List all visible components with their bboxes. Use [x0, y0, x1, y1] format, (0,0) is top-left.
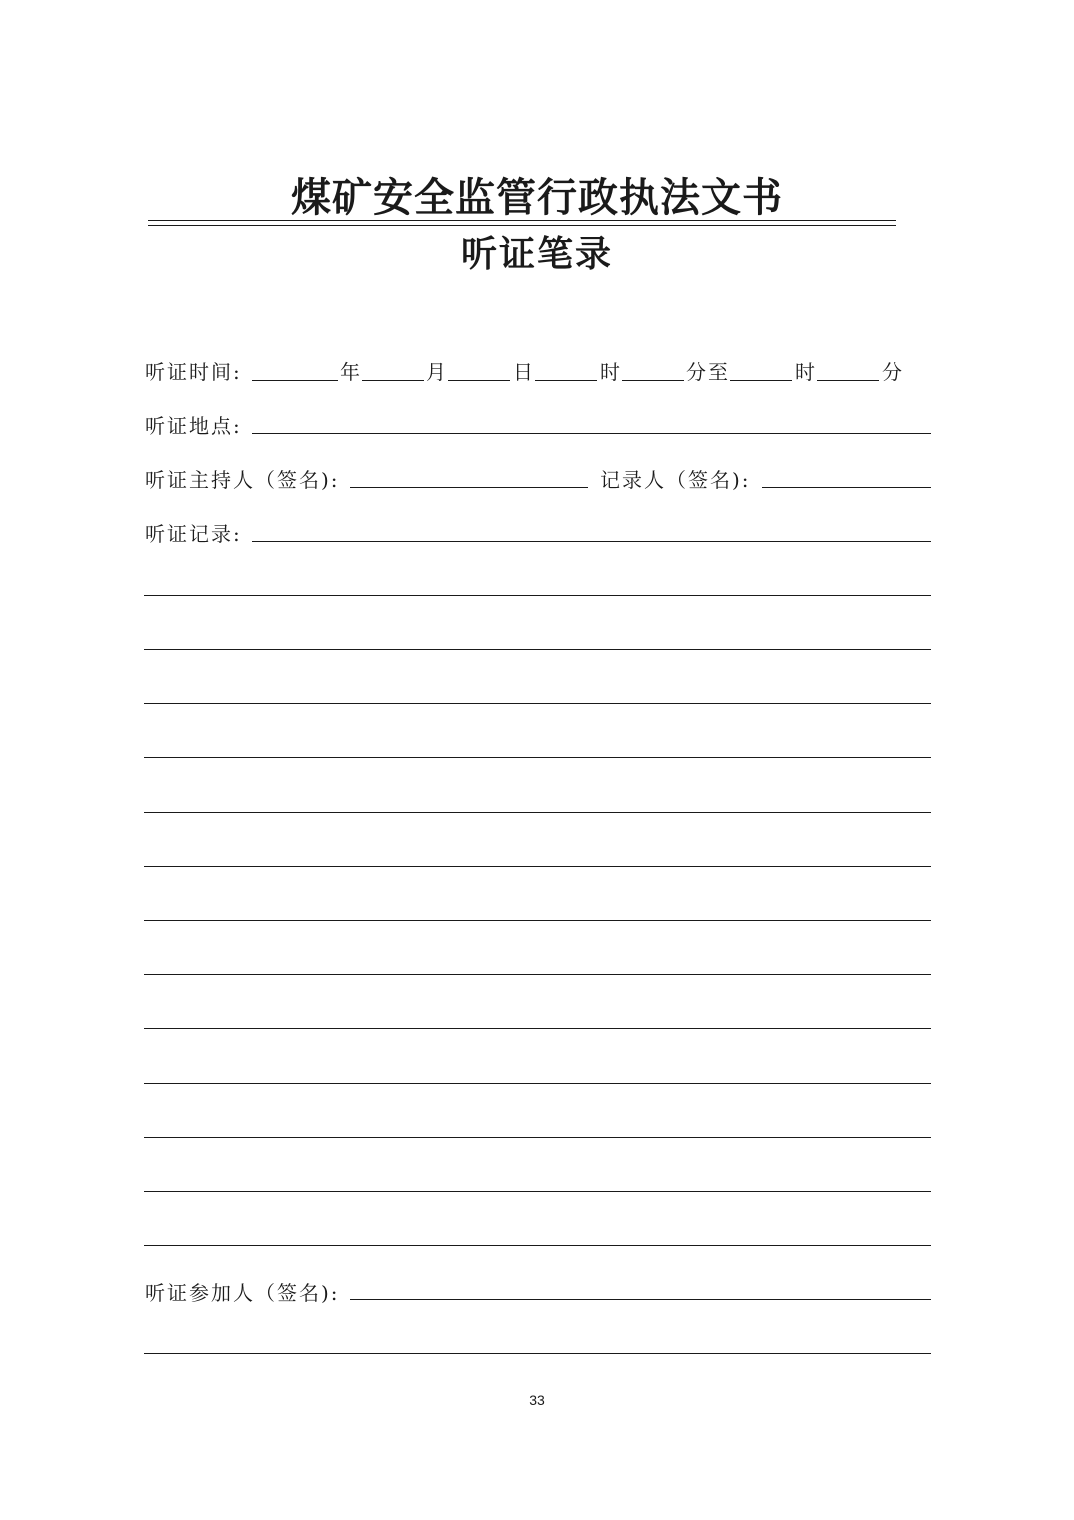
record-line[interactable] — [144, 1083, 931, 1084]
day-label: 日 — [513, 360, 535, 384]
year-label: 年 — [340, 360, 362, 384]
start-minute-field[interactable] — [622, 380, 684, 381]
record-line[interactable] — [144, 1245, 931, 1246]
record-line[interactable] — [144, 1028, 931, 1029]
participants-signature-field[interactable] — [350, 1299, 931, 1300]
end-minute-field[interactable] — [817, 380, 879, 381]
recorder-signature-label: 记录人（签名): — [600, 468, 751, 492]
record-line[interactable] — [144, 1137, 931, 1138]
start-hour-label: 时 — [600, 360, 622, 384]
year-field[interactable] — [252, 380, 338, 381]
title-double-rule-top — [148, 220, 896, 221]
hearing-location-label: 听证地点: — [145, 414, 242, 438]
record-line[interactable] — [144, 974, 931, 975]
record-line[interactable] — [144, 703, 931, 704]
document-subtitle: 听证笔录 — [460, 234, 613, 275]
start-minute-to-label: 分至 — [686, 360, 730, 384]
month-label: 月 — [426, 360, 448, 384]
participants-signature-label: 听证参加人（签名): — [145, 1281, 340, 1305]
hearing-record-label: 听证记录: — [145, 522, 242, 546]
end-hour-field[interactable] — [730, 380, 792, 381]
start-hour-field[interactable] — [535, 380, 597, 381]
record-line[interactable] — [144, 920, 931, 921]
hearing-time-label: 听证时间: — [145, 360, 242, 384]
host-signature-field[interactable] — [350, 487, 588, 488]
recorder-signature-field[interactable] — [762, 487, 931, 488]
participants-signature-extra-line[interactable] — [144, 1353, 931, 1354]
record-line[interactable] — [144, 866, 931, 867]
hearing-location-field[interactable] — [252, 433, 931, 434]
record-line[interactable] — [144, 1191, 931, 1192]
document-title: 煤矿安全监管行政执法文书 — [291, 175, 783, 221]
host-signature-label: 听证主持人（签名): — [145, 468, 340, 492]
record-line[interactable] — [144, 595, 931, 596]
record-line[interactable] — [144, 812, 931, 813]
month-field[interactable] — [362, 380, 424, 381]
record-line[interactable] — [144, 757, 931, 758]
end-minute-label: 分 — [882, 360, 904, 384]
end-hour-label: 时 — [795, 360, 817, 384]
record-line[interactable] — [144, 649, 931, 650]
hearing-record-field[interactable] — [252, 541, 931, 542]
page-number: 33 — [529, 1392, 545, 1408]
day-field[interactable] — [448, 380, 510, 381]
